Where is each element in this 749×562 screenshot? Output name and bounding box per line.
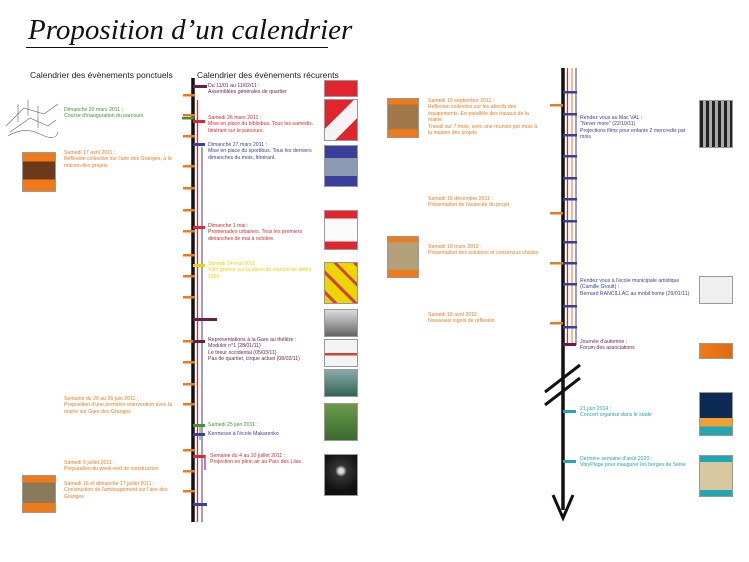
tick-blue-1: [193, 143, 205, 146]
tick-purple-1: [193, 85, 207, 88]
macval-thumbnail: [699, 100, 733, 148]
tick-red-2: [193, 226, 205, 229]
photo-construction-thumbnail: [22, 475, 56, 513]
event-far-3: Journée d'automne : Forum des associations: [580, 339, 635, 352]
event-mid-7a: Samedi 25 juin 2011 :: [208, 422, 258, 428]
header-ponctuels: Calendrier des évènements ponctuels: [30, 70, 173, 80]
event-right-3: Samedi 10 mars 2012 : Présentation des solutions et consensus choisis: [428, 244, 539, 257]
bibliobus-thumbnail: [324, 99, 358, 141]
event-mid-6: Représentations à la Gare au théâtre : Modulor n°1 (28/01/11) Le tireur occidental (05/03/11) Pas de quartier, cirque actuel (08/02/11): [208, 337, 300, 363]
event-right-1: Samedi 10 septembre 2011 : Réflexion collective sur les abords des équipements. En parallèle des travaux de la mairie. Travail sur 7 mois, avec une réunion par mois à la maison des projets: [428, 98, 538, 137]
theatre-portrait-thumbnail: [324, 309, 358, 337]
sportibus-thumbnail: [324, 145, 358, 187]
event-left-1: Dimanche 20 mars 2011 : Course d'inauguration du parcours: [64, 107, 144, 120]
ecole-artistique-thumbnail: [699, 276, 733, 304]
tick-red-1: [193, 120, 205, 123]
tick-purple-2: [193, 318, 217, 321]
event-mid-1: Du 11/01 au 11/02/11 : Assemblées générales de quartier: [208, 83, 287, 96]
photo-granges-thumbnail: [22, 152, 56, 192]
event-mid-4: Dimanche 1 mai : Promenades urbaines. Tous les premiers dimanches de mai à octobre.: [208, 223, 303, 242]
event-mid-2: Samedi 26 mars 2011 : Mise en place du bibliobus. Tous les samedis. Itinérant sur le parcours.: [208, 115, 314, 134]
forum-thumbnail: [699, 343, 733, 359]
theatre-scene-thumbnail: [324, 339, 358, 367]
event-mid-3: Dimanche 27 mars 2011 : Mise en place du sportibus. Tous les derniers dimanches du mois. Itinérant.: [208, 142, 312, 161]
tick-blue-2: [193, 433, 205, 436]
tick-purple-right: [563, 343, 576, 346]
event-mid-8: Semaine du 4 au 10 juillet 2011 : Projection en plein air au Parc des Lilas: [210, 453, 302, 466]
tick-cyan-2: [563, 460, 576, 463]
presentation-thumbnail: [387, 236, 419, 278]
event-left-5: Samedi 16 et dimanche 17 juillet 2011 : Construction de l'aménagement sur l'aire des Granges: [64, 481, 168, 500]
sketch-thumbnail: [4, 96, 60, 140]
vide-grenier-thumbnail: [324, 262, 358, 304]
timeline-ticks-right-orange: [550, 104, 563, 325]
promenades-thumbnail: [324, 210, 358, 250]
reflexion-thumbnail: [387, 98, 419, 138]
event-far-1: Rendez vous au Mac VAL : "Never more" (22/10/11) Projections films pour enfants 2 mercredis par mois: [580, 115, 686, 141]
tick-green-2: [193, 424, 205, 427]
event-mid-5: Samedi 14 mai 2011 : Vide grenier sur la place du marché de début 1980: [208, 261, 312, 280]
event-far-4: 21 juin 2014 : Concert organisé dans le stade: [580, 406, 652, 419]
projection-thumbnail: [324, 454, 358, 496]
event-right-2: Samedi 16 décembre 2011 : Présentation de l'avancée du projet: [428, 196, 510, 209]
event-far-2: Rendez vous à l'école municipale artistique (Camille Groult) : Bernard RANCILLAC au mobil home (29/01/11): [580, 278, 690, 297]
event-mid-7b: Kermesse à l'école Makarenko: [208, 431, 279, 437]
vitryplage-thumbnail: [699, 455, 733, 497]
tick-purple-3: [193, 340, 205, 343]
theatre-cirque-thumbnail: [324, 369, 358, 397]
tick-blue-3: [193, 503, 207, 506]
tick-cyan-1: [563, 410, 576, 413]
timeline-ticks-right-blue: [563, 91, 577, 329]
event-left-3: Semaine du 20 au 26 juin 2011 : Proposition d'une première intervention avec la mairie sur Gare des Granges: [64, 396, 172, 415]
tick-red-3: [193, 455, 205, 458]
event-right-4: Samedi 16 avril 2012 : Nouveaux sujets de réflexion: [428, 312, 495, 325]
tick-green-1: [182, 117, 194, 120]
event-left-2: Samedi 17 avril 2011 : Réflexion collective sur l'aire des Granges, à la maison des projets: [64, 150, 172, 169]
concert-thumbnail: [699, 392, 733, 436]
poster-assemblees-thumbnail: [324, 80, 358, 97]
page-title: Proposition d’un calendrier: [28, 14, 353, 46]
tick-yellow-1: [193, 264, 205, 267]
event-far-5: Dernière semaine d'août 2020 : VitryPlage pour inaugurer les berges de Seine: [580, 456, 687, 469]
header-recurents: Calendrier des évènements récurents: [197, 70, 339, 80]
event-left-4: Samedi 9 juillet 2011 : Préparation du week-end de construction: [64, 460, 159, 473]
kermesse-thumbnail: [324, 403, 358, 441]
